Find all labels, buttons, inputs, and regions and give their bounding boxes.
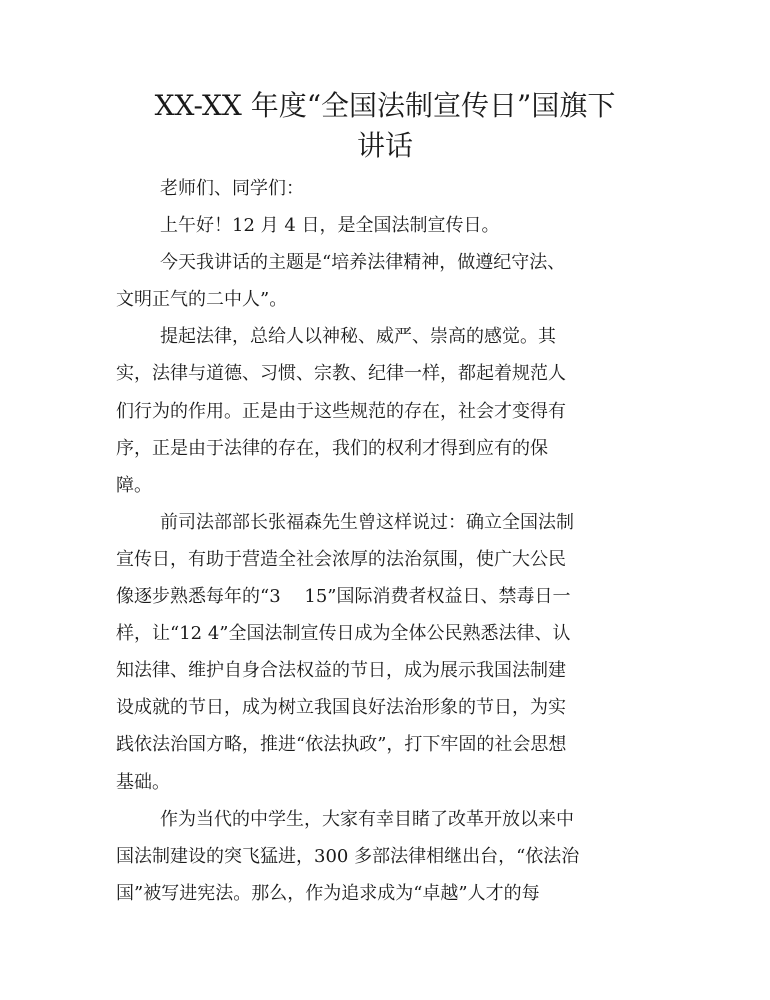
- text-line: 基础。: [116, 771, 170, 793]
- title-line: XX-XX 年度“全国法制宣传日”国旗下: [154, 89, 616, 122]
- text-line: 上午好！12 月 4 日，是全国法制宣传日。: [160, 215, 500, 237]
- text-line: 宣传日，有助于营造全社会浓厚的法治氛围，使广大公民: [116, 548, 566, 570]
- document-body: [116, 170, 661, 912]
- text-line: 设成就的节日，成为树立我国良好法治形象的节日，为实: [116, 697, 566, 719]
- text-line: 们行为的作用。正是由于这些规范的存在，社会才变得有: [116, 400, 566, 422]
- text-line: 实，法律与道德、习惯、宗教、纪律一样，都起着规范人: [116, 363, 566, 385]
- text-line: 践依法治国方略，推进“依法执政”，打下牢固的社会思想: [116, 734, 567, 756]
- paragraph-greeting: [116, 170, 661, 207]
- text-line: 今天我讲话的主题是“培养法律精神，做遵纪守法、: [160, 252, 566, 274]
- text-line: 障。: [116, 474, 152, 496]
- text-line: 序，正是由于法律的存在，我们的权利才得到应有的保: [116, 437, 548, 459]
- paragraph-theme: [116, 244, 661, 318]
- text-line: 知法律、维护自身合法权益的节日，成为展示我国法制建: [116, 660, 566, 682]
- paragraph-law-role: [116, 318, 661, 503]
- text-line: 国法制建设的突飞猛进，300 多部法律相继出台，“依法治: [116, 845, 580, 867]
- paragraph-opening: [116, 207, 661, 244]
- document-title: [100, 86, 670, 166]
- text-line: 老师们、同学们：: [160, 178, 304, 199]
- text-line: 样，让“12 4”全国法制宣传日成为全体公民熟悉法律、认: [116, 623, 571, 645]
- text-line: 文明正气的二中人”。: [116, 289, 288, 311]
- text-line: 国”被写进宪法。那么，作为追求成为“卓越”人才的每: [116, 882, 540, 904]
- paragraph-students: [116, 801, 661, 912]
- title-line: 讲话: [356, 129, 413, 162]
- paragraph-quote: [116, 504, 661, 801]
- text-line: 提起法律，总给人以神秘、威严、崇高的感觉。其: [160, 326, 556, 348]
- text-line: 前司法部部长张福森先生曾这样说过：确立全国法制: [160, 511, 574, 533]
- text-line: 作为当代的中学生，大家有幸目睹了改革开放以来中: [160, 808, 574, 830]
- text-line: 像逐步熟悉每年的“3 15”国际消费者权益日、禁毒日一: [116, 586, 571, 608]
